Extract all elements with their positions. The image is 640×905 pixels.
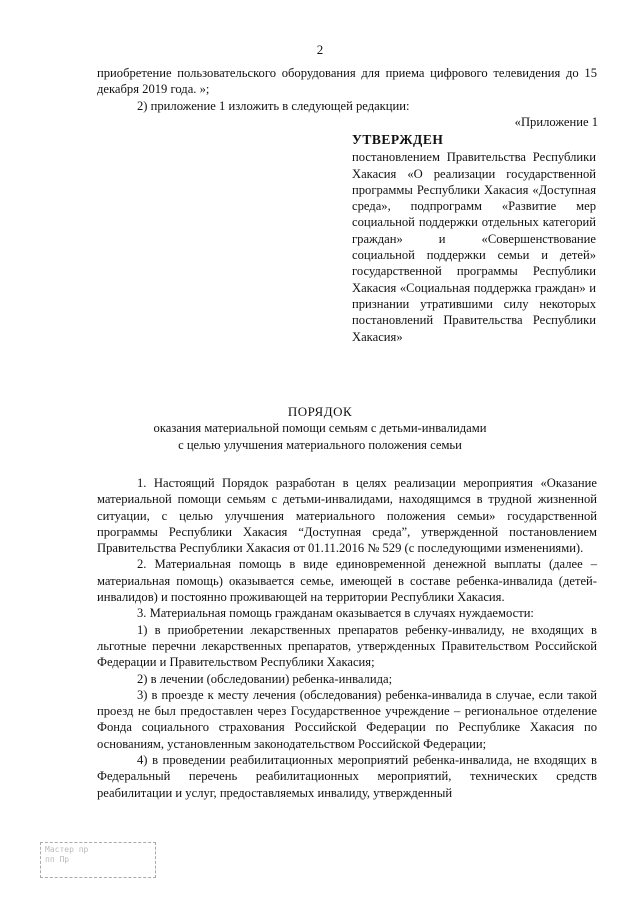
appendix-label: «Приложение 1 — [514, 115, 598, 129]
body-paragraph-3: 3. Материальная помощь гражданам оказывается в случаях нуждаемости: — [137, 606, 534, 621]
body-paragraph-7: 4) в проведении реабилитационных мероприятий ребенка-инвалида, не входящих в Федеральный перечень реабилитационных мероприятий, технических средств реабилитации и услуг, предоставляемых инвалиду, утвержденный — [97, 753, 597, 800]
intro-paragraph-1: приобретение пользовательского оборудования для приема цифрового телевидения до 15 декабря 2019 года. »; — [97, 66, 597, 97]
stamp-line-1: Мастер пр — [45, 845, 89, 854]
approval-heading: УТВЕРЖДЕН — [352, 132, 444, 147]
document-subtitle-line-1: оказания материальной помощи семьям с детьми-инвалидами — [153, 421, 487, 436]
document-subtitle-line-2: с целью улучшения материального положения семьи — [178, 437, 462, 452]
document-title-block — [0, 404, 640, 453]
document-body — [97, 475, 597, 801]
body-paragraph-2: 2. Материальная помощь в виде единовременной денежной выплаты (далее – материальная помощь) оказывается семье, имеющей в составе ребенка-инвалида (детей-инвалидов) и постоянно проживающей на территории Республики Хакасия. — [97, 557, 597, 605]
body-paragraph-5: 2) в лечении (обследовании) ребенка-инвалида; — [137, 671, 393, 686]
page-number: 2 — [316, 42, 324, 57]
body-paragraph-6: 3) в проезде к месту лечения (обследования) ребенка-инвалида в случае, если такой проезд не был предоставлен через Государственное учреждение – региональное отделение Фонда социального страхования Российской Федерации по Республике Хакасия по основаниям, установленным законодательством Российской Федерации; — [97, 687, 597, 751]
approval-text: постановлением Правительства Республики Хакасия «О реализации государственной программы Республики Хакасия «Доступная среда», подпрограмм «Развитие мер социальной поддержки отдельных категорий граждан» и «Совершенствование социальной поддержки семьи и детей» государственной программы Республики Хакасия «Социальная поддержка граждан» и признании утратившими силу некоторых постановлений Правительства Республики Хакасия» — [352, 150, 596, 344]
registration-stamp — [40, 842, 156, 878]
body-paragraph-4: 1) в приобретении лекарственных препаратов ребенку-инвалиду, не входящих в льготные перечни лекарственных препаратов, утвержденных Правительством Российской Федерации и Правительством Республики Хакасия; — [97, 622, 597, 670]
intro-block — [97, 65, 597, 114]
stamp-line-2: пп Пр — [45, 855, 70, 864]
intro-paragraph-2: 2) приложение 1 изложить в следующей редакции: — [137, 98, 410, 113]
document-title: ПОРЯДОК — [287, 404, 353, 419]
body-paragraph-1: 1. Настоящий Порядок разработан в целях реализации мероприятия «Оказание материальной помощи семьям с детьми-инвалидами, находящимся в трудной жизненной ситуации, с целью улучшения материального положения семьи» государственной программы Республики Хакасия “Доступная среда”, утвержденной постановлением Правительства Республики Хакасия от 01.11.2016 № 529 (с последующими изменениями). — [97, 476, 597, 556]
approval-block — [352, 132, 596, 345]
